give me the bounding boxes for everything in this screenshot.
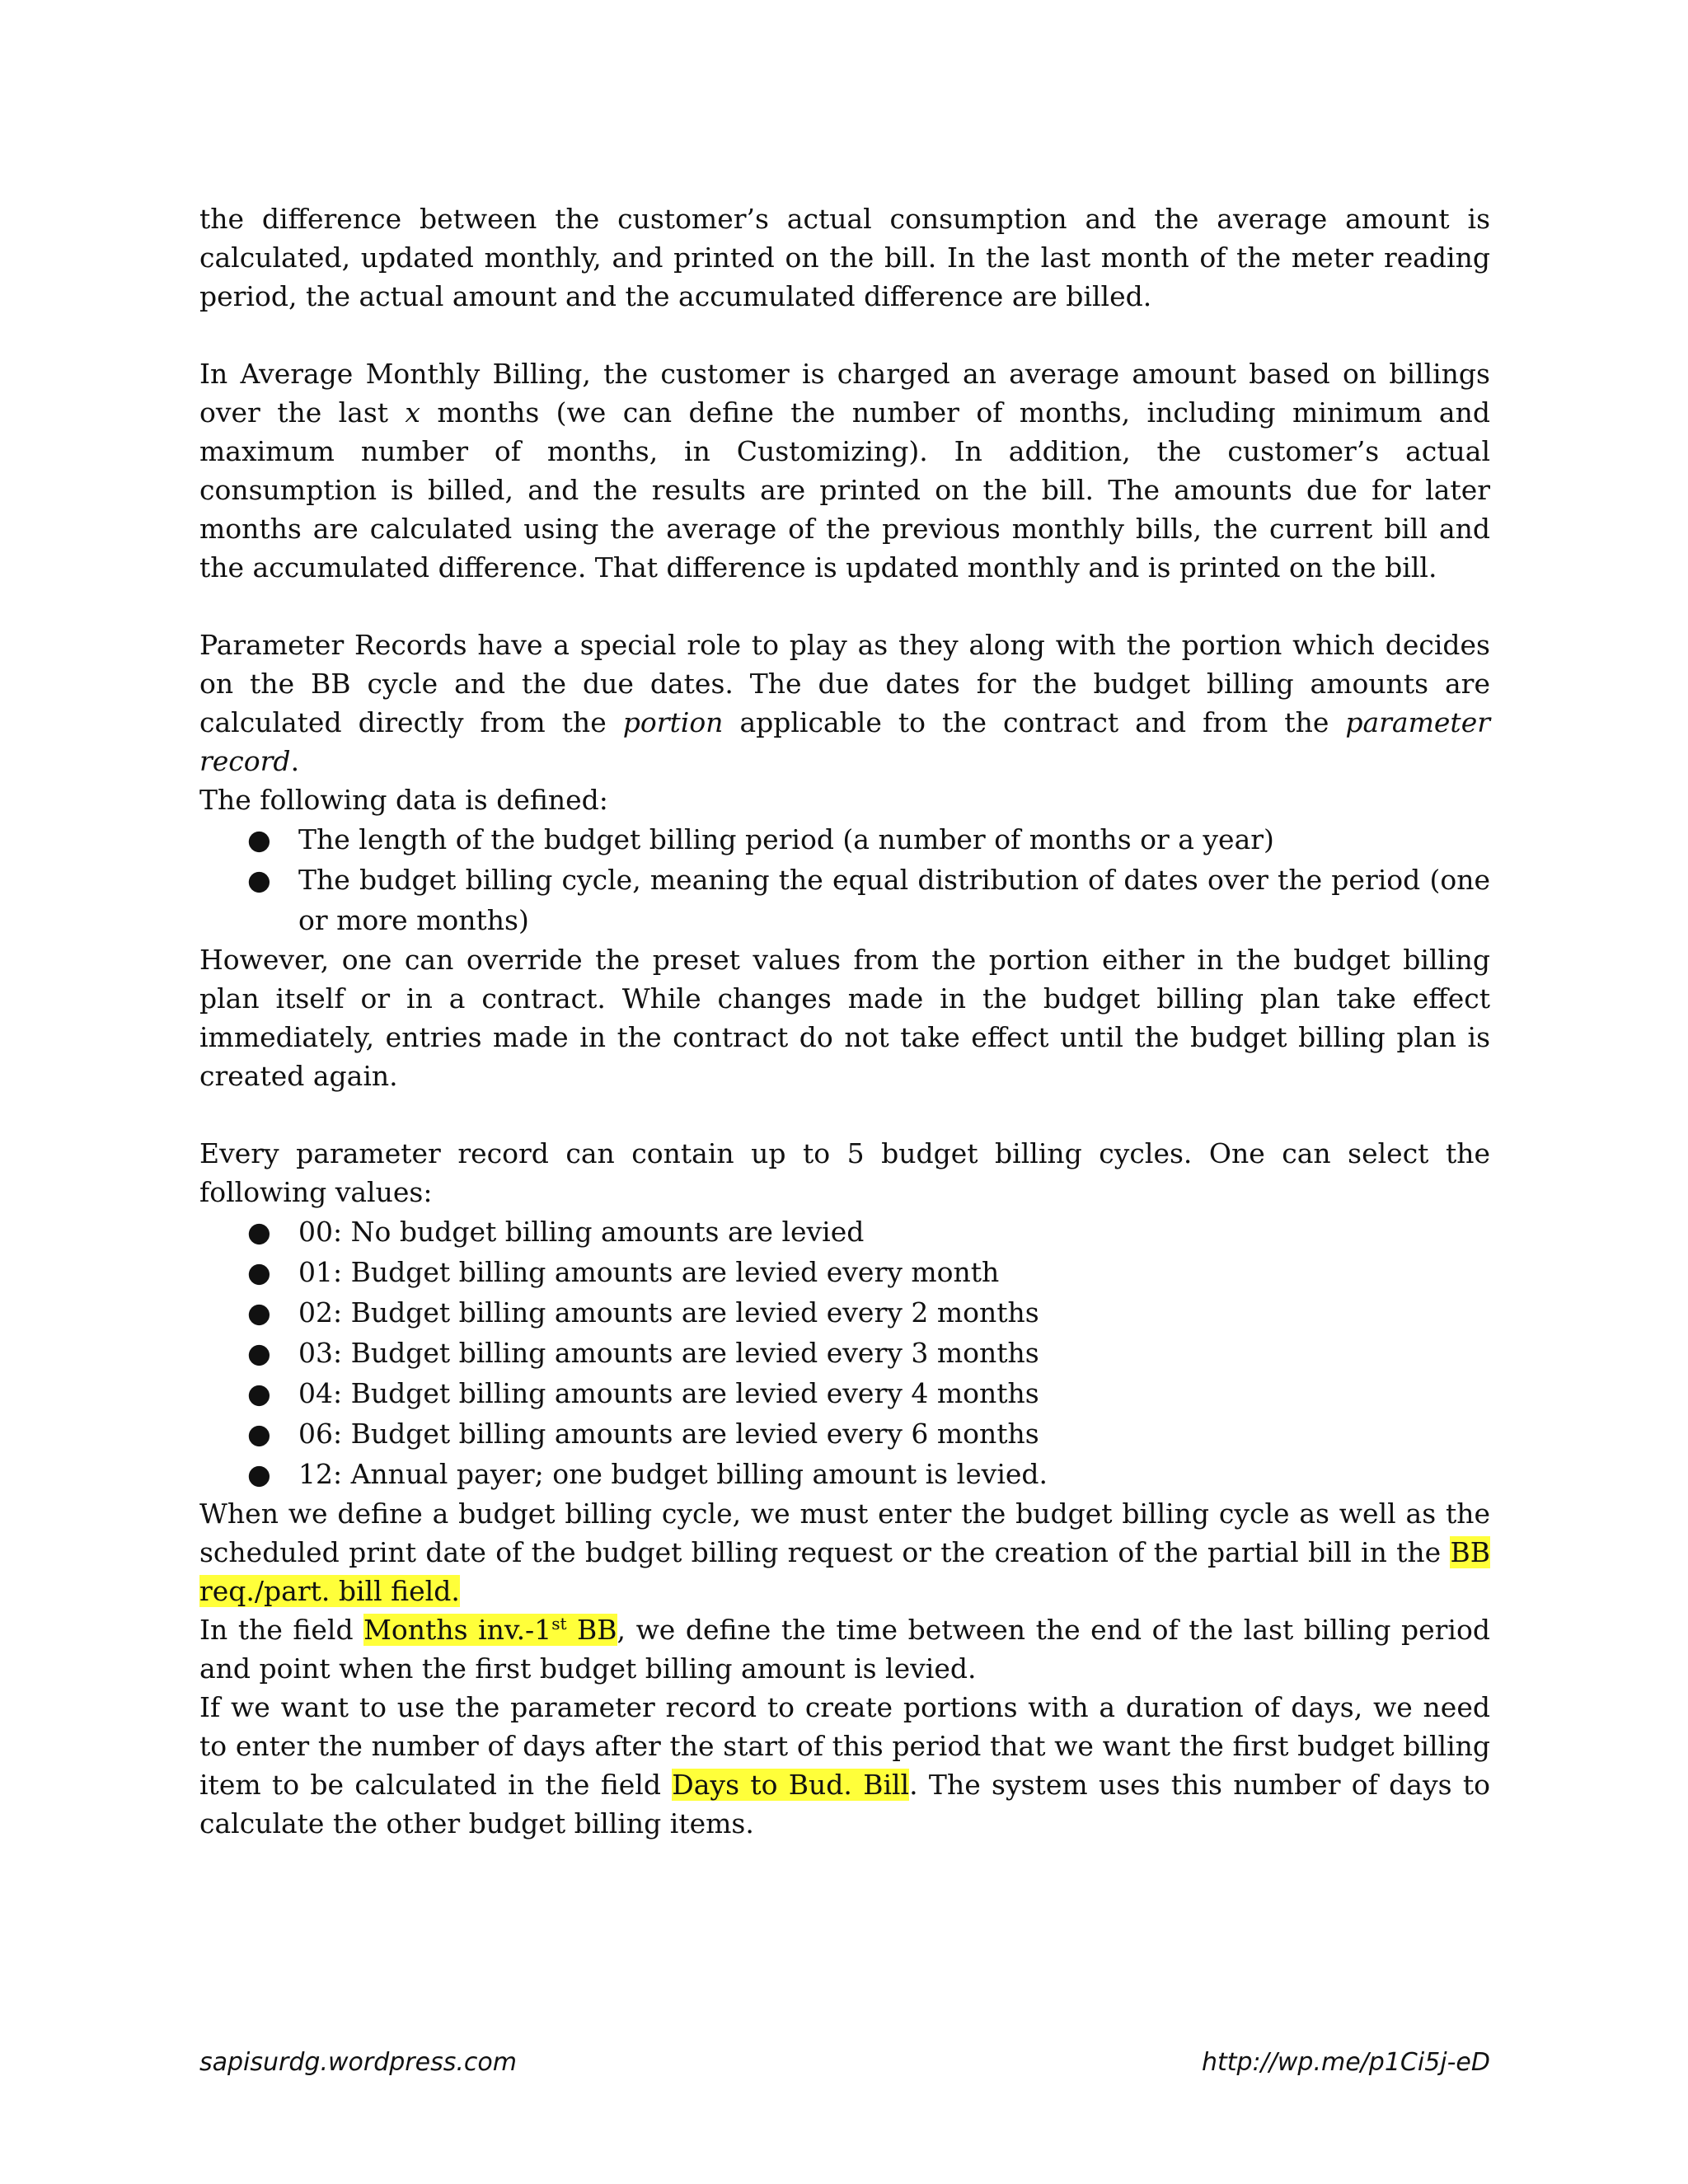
spacer (199, 1095, 1490, 1134)
list-item-text: 03: Budget billing amounts are levied every 3 months (298, 1337, 1039, 1369)
bullet-icon: ● (247, 1216, 271, 1248)
list-item (199, 1252, 1490, 1292)
paragraph-cycles: Every parameter record can contain up to 5 budget billing cycles. One can select the following values: (199, 1137, 1490, 1208)
list-item (199, 1454, 1490, 1494)
paragraph-months-inv (199, 1610, 1490, 1688)
text-span: When we define a budget billing cycle, we must enter the budget billing cycle as well as the scheduled print date of the budget billing request or the creation of the partial bill in the (199, 1497, 1490, 1568)
paragraph-following-data: The following data is defined: (199, 784, 608, 816)
paragraph-override: However, one can override the preset values from the portion either in the budget billing plan itself or in a contract. While changes made in the budget billing plan take effect immediately, entries made in the contract do not take effect until the budget billing plan is created again. (199, 944, 1490, 1092)
page-footer (199, 2048, 1490, 2077)
superscript: st (551, 1614, 567, 1633)
spacer (199, 316, 1490, 354)
italic-portion: portion (622, 706, 724, 738)
text-span: . The system uses this number of days to calculate the other budget billing items. (199, 1769, 1490, 1840)
list-item (199, 1292, 1490, 1333)
list-item-text: The length of the budget billing period (a number of months or a year) (298, 823, 1274, 855)
list-item-text: 06: Budget billing amounts are levied every 6 months (298, 1418, 1039, 1450)
highlighted-field-name: BB req./part. bill field. (199, 1536, 1490, 1607)
bullet-list-cycle-values (199, 1212, 1490, 1494)
bullet-icon: ● (247, 1256, 271, 1288)
paragraph-difference: the difference between the customer’s actual consumption and the average amount is calculated, updated monthly, and printed on the bill. In the last month of the meter reading period, the actual amount and the accumulated difference are billed. (199, 203, 1490, 312)
list-item-text: 00: No budget billing amounts are levied (298, 1216, 865, 1248)
text-span: . (290, 745, 300, 777)
text-span: , we define the time between the end of the last billing period and point when the first budget billing amount is levied. (199, 1614, 1490, 1685)
bullet-icon: ● (247, 864, 271, 896)
spacer (199, 587, 1490, 626)
bullet-icon: ● (247, 1337, 271, 1369)
paragraph-define-cycle (199, 1494, 1490, 1610)
bullet-icon: ● (247, 1458, 271, 1490)
text-span: BB (566, 1614, 617, 1646)
bullet-icon: ● (247, 823, 271, 855)
footer-short-link: http://wp.me/p1Ci5j-eD (1201, 2048, 1490, 2077)
bullet-icon: ● (247, 1296, 271, 1329)
paragraph-parameter-records (199, 626, 1490, 780)
text-span: months (we can define the number of months, including minimum and maximum number of months, in Customizing). In addition, the customer’s actual consumption is billed, and the results are printed on the bill. The amounts due for later months are calculated using the average of the previous monthly bills, the current bill and the accumulated difference. That difference is updated monthly and is printed on the bill. (199, 396, 1490, 583)
highlighted-field-name: Days to Bud. Bill (672, 1769, 910, 1801)
list-item (199, 1212, 1490, 1252)
list-item (199, 1413, 1490, 1454)
text-span: If we want to use the parameter record to create portions with a duration of days, we need to enter the number of days after the start of this period that we want the first budget billing item to be calculated in the field (199, 1691, 1490, 1801)
paragraph-days-to-bud-bill (199, 1688, 1490, 1843)
bullet-icon: ● (247, 1377, 271, 1409)
text-span: In Average Monthly Billing, the customer is charged an average amount based on billings over the last (199, 358, 1490, 429)
text-span: applicable to the contract and from the (723, 706, 1346, 738)
list-item-text: 04: Budget billing amounts are levied every 4 months (298, 1377, 1039, 1409)
italic-x: x (405, 396, 421, 429)
list-item (199, 860, 1490, 940)
list-item-text: 12: Annual payer; one budget billing amount is levied. (298, 1458, 1048, 1490)
bullet-list-data-defined (199, 819, 1490, 940)
bullet-icon: ● (247, 1418, 271, 1450)
footer-site-name: sapisurdg.wordpress.com (199, 2048, 517, 2077)
document-body (199, 199, 1490, 1843)
text-span: Parameter Records have a special role to play as they along with the portion which decides on the BB cycle and the due dates. The due dates for the budget billing amounts are calculated directly from the (199, 629, 1490, 738)
list-item-text: 02: Budget billing amounts are levied every 2 months (298, 1296, 1039, 1329)
paragraph-average-monthly-billing (199, 354, 1490, 587)
text-span: In the field (199, 1614, 364, 1646)
highlighted-field-name (363, 1614, 617, 1646)
list-item (199, 819, 1490, 860)
list-item-text: 01: Budget billing amounts are levied every month (298, 1256, 1000, 1288)
list-item (199, 1333, 1490, 1373)
text-span: Months inv.-1 (363, 1614, 552, 1646)
list-item-text: The budget billing cycle, meaning the equal distribution of dates over the period (one or more months) (298, 864, 1490, 936)
italic-parameter-record: parameter record (199, 706, 1490, 777)
list-item (199, 1373, 1490, 1413)
